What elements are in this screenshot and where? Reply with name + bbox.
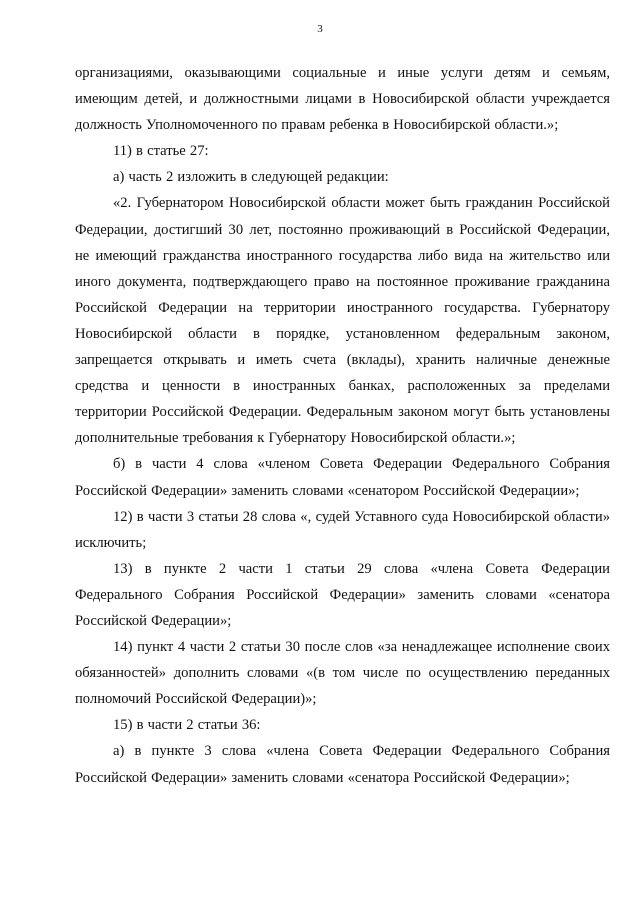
paragraph-item-14: 14) пункт 4 части 2 статьи 30 после слов «за ненадлежащее исполнение своих обязанностей» дополнить словами «(в том числе по осуществлению переданных полномочий Российской Федерации)»;: [75, 639, 610, 708]
paragraph-subitem-a: а) часть 2 изложить в следующей редакции:: [113, 169, 389, 186]
paragraph-item-11: 11) в статье 27:: [113, 143, 209, 160]
paragraph-item-15: 15) в части 2 статьи 36:: [113, 717, 261, 734]
paragraph-continuation: организациями, оказывающими социальные и иные услуги детям и семьям, имеющим детей, и должностными лицами в Новосибирской области учреждается должность Уполномоченного по правам ребенка в Новосибирской области.»;: [75, 65, 610, 134]
paragraph-item-15-subitem-a: а) в пункте 3 слова «члена Совета Федерации Федерального Собрания Российской Федерации» заменить словами «сенатора Российской Федерации»;: [75, 743, 610, 786]
paragraph-subitem-b: б) в части 4 слова «членом Совета Федерации Федерального Собрания Российской Федерации» заменить словами «сенатором Российской Федерации»;: [75, 456, 610, 499]
paragraph-item-13: 13) в пункте 2 части 1 статьи 29 слова «члена Совета Федерации Федерального Собрания Российской Федерации» заменить словами «сенатора Российской Федерации»;: [75, 560, 610, 629]
paragraph-item-12: 12) в части 3 статьи 28 слова «, судей Уставного суда Новосибирской области» исключить;: [75, 508, 610, 551]
page-number: 3: [317, 23, 323, 35]
paragraph-quoted-part-2: «2. Губернатором Новосибирской области может быть гражданин Российской Федерации, достигший 30 лет, постоянно проживающий в Российской Федерации, не имеющий гражданства иностранного государства либо вида на жительство или иного документа, подтверждающего право на постоянное проживание гражданина Российской Федерации на территории иностранного государства. Губернатору Новосибирской области в порядке, установленном федеральным законом, запрещается открывать и иметь счета (вклады), хранить наличные денежные средства и ценности в иностранных банках, расположенных за пределами территории Российской Федерации. Федеральным законом могут быть установлены дополнительные требования к Губернатору Новосибирской области.»;: [75, 195, 610, 447]
document-body: [75, 60, 610, 791]
